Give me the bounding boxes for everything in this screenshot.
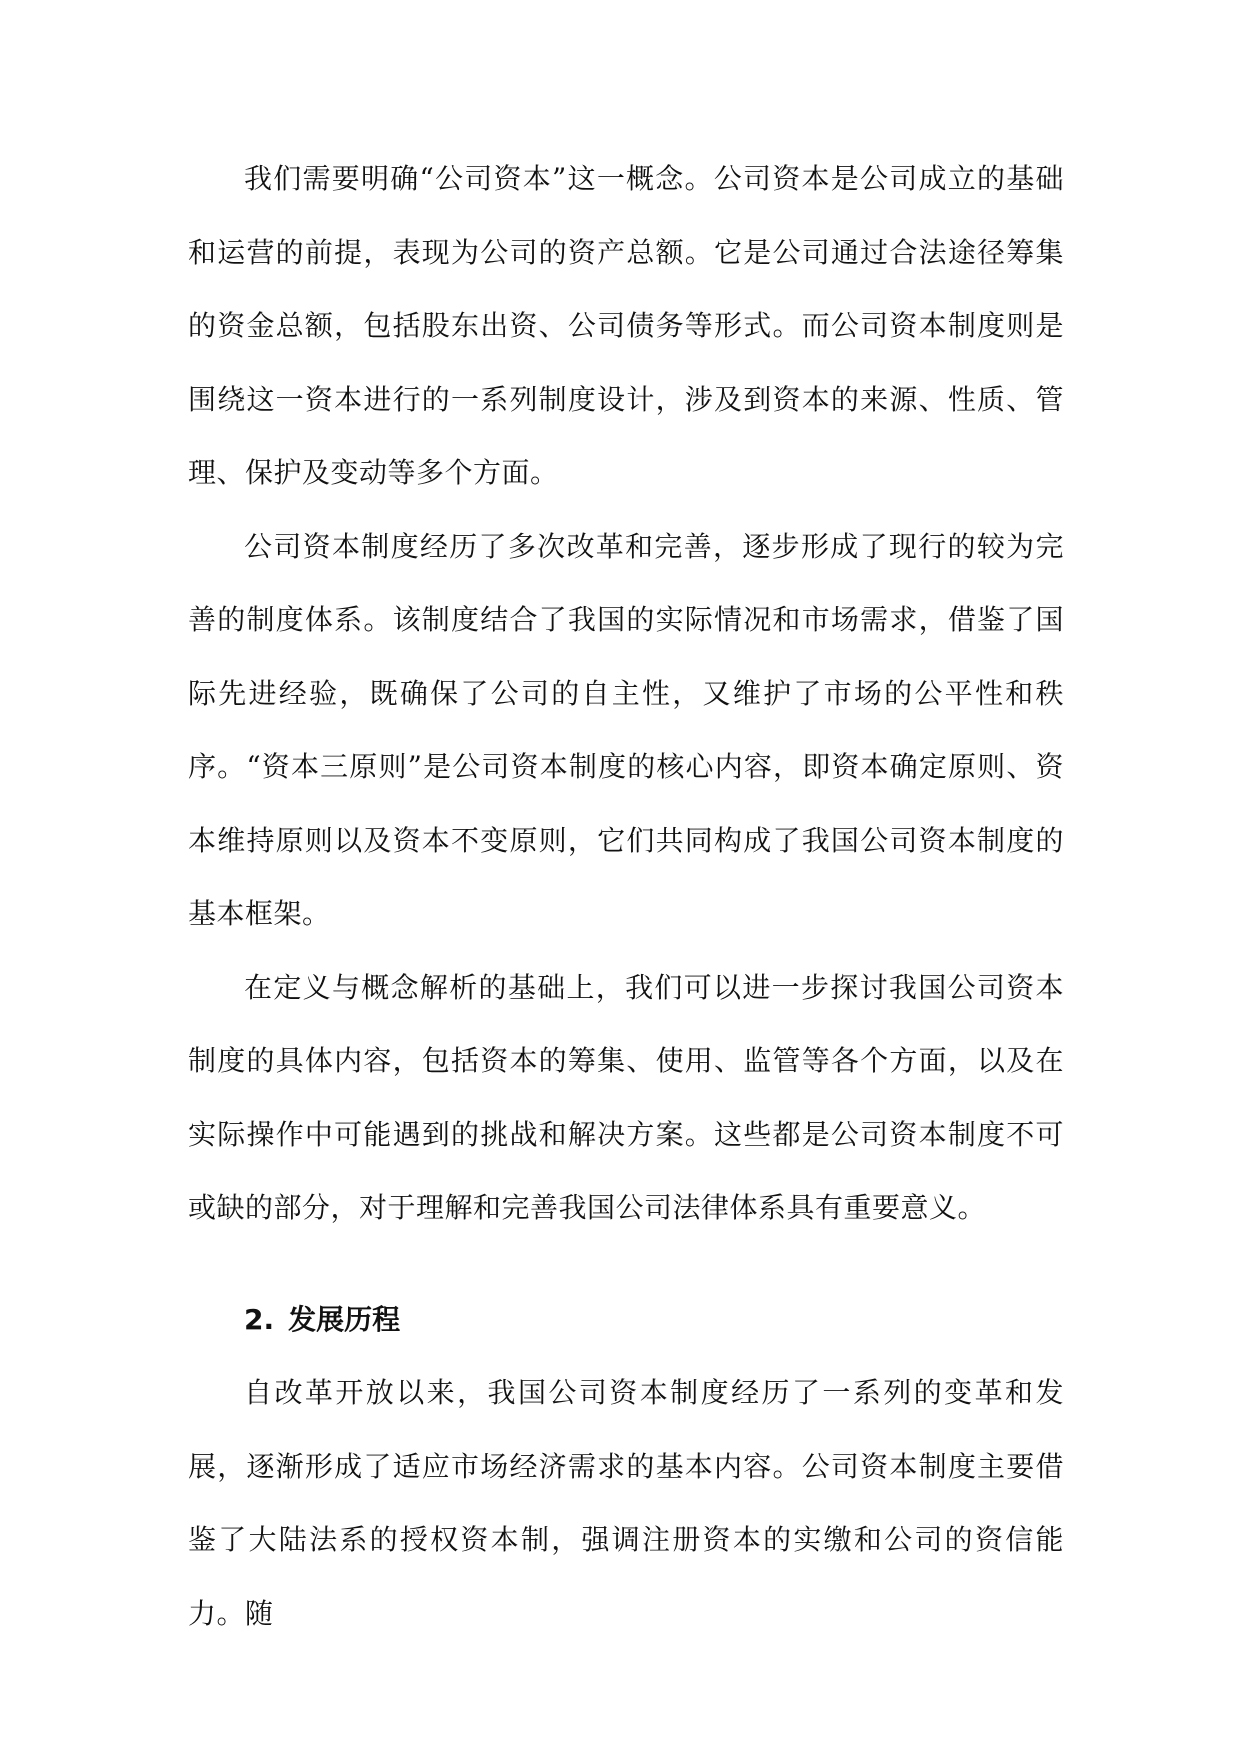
paragraph-capital-system-reform: 公司资本制度经历了多次改革和完善，逐步形成了现行的较为完善的制度体系。该制度结合了我国的实际情况和市场需求，借鉴了国际先进经验，既确保了公司的自主性，又维护了市场的公平性和秩序。“资本三原则”是公司资本制度的核心内容，即资本确定原则、资本维持原则以及资本不变原则，它们共同构成了我国公司资本制度的基本框架。 (188, 529, 1064, 930)
document-body (188, 142, 1064, 1650)
section-title: 发展历程 (288, 1302, 401, 1336)
section-heading (188, 1283, 1064, 1357)
paragraph-further-discussion: 在定义与概念解析的基础上，我们可以进一步探讨我国公司资本制度的具体内容，包括资本的筹集、使用、监管等各个方面，以及在实际操作中可能遇到的挑战和解决方案。这些都是公司资本制度不可或缺的部分，对于理解和完善我国公司法律体系具有重要意义。 (188, 970, 1064, 1224)
paragraph-development-history: 自改革开放以来，我国公司资本制度经历了一系列的变革和发展，逐渐形成了适应市场经济需求的基本内容。公司资本制度主要借鉴了大陆法系的授权资本制，强调注册资本的实缴和公司的资信能力。随 (188, 1376, 1064, 1630)
section-number: 2. (244, 1302, 275, 1336)
paragraph-capital-concept: 我们需要明确“公司资本”这一概念。公司资本是公司成立的基础和运营的前提，表现为公司的资产总额。它是公司通过合法途径筹集的资金总额，包括股东出资、公司债务等形式。而公司资本制度则是围绕这一资本进行的一系列制度设计，涉及到资本的来源、性质、管理、保护及变动等多个方面。 (188, 162, 1064, 489)
